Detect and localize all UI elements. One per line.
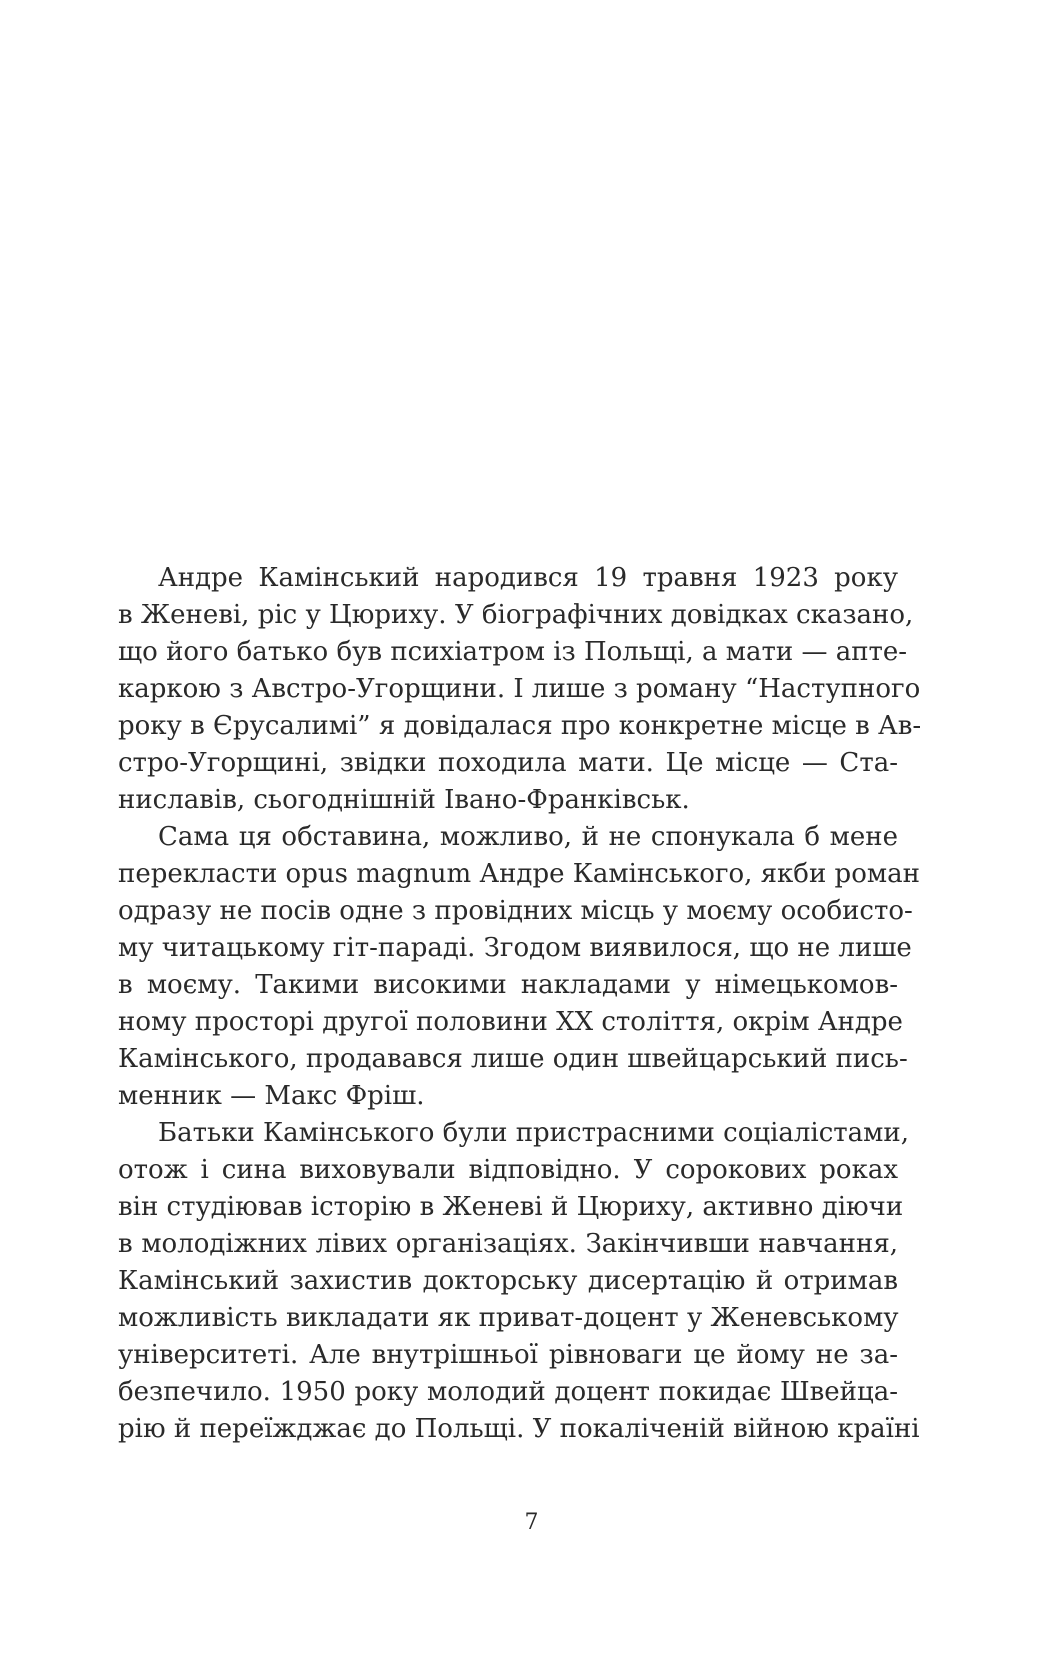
text-line: можливість викладати як приват-доцент у Женевському bbox=[118, 1303, 899, 1333]
page-number: 7 bbox=[524, 1510, 539, 1535]
text-line: що його батько був психіатром із Польщі, а мати — апте- bbox=[118, 637, 908, 667]
text-line: ному просторі другої половини XX століття, окрім Андре bbox=[118, 1007, 903, 1037]
text-line: стро-Угорщині, звідки походила мати. Це місце — Ста- bbox=[118, 748, 898, 778]
text-line: в молодіжних лівих організаціях. Закінчивши навчання, bbox=[118, 1229, 898, 1259]
text-line: в моєму. Такими високими накладами у німецькомов- bbox=[118, 970, 898, 1000]
text-line: університеті. Але внутрішньої рівноваги це йому не за- bbox=[118, 1340, 898, 1370]
text-line: Камінського, продавався лише один швейцарський пись- bbox=[118, 1044, 908, 1074]
text-line: Батьки Камінського були пристрасними соціалістами, bbox=[158, 1118, 909, 1148]
text-line: безпечило. 1950 року молодий доцент покидає Швейца- bbox=[118, 1377, 898, 1407]
text-line: рію й переїжджає до Польщі. У покаліченій війною країні bbox=[118, 1414, 920, 1444]
text-line: менник — Макс Фріш. bbox=[118, 1081, 425, 1111]
text-line: му читацькому гіт-параді. Згодом виявилося, що не лише bbox=[118, 933, 912, 963]
text-line: в Женеві, ріс у Цюриху. У біографічних довідках сказано, bbox=[118, 600, 914, 630]
text-line: року в Єрусалимі” я довідалася про конкретне місце в Ав- bbox=[118, 711, 922, 741]
text-line: ниславів, сьогоднішній Івано-Франківськ. bbox=[118, 785, 690, 815]
text-line: Андре Камінський народився 19 травня 1923 року bbox=[158, 563, 898, 593]
text-line: отож і сина виховували відповідно. У сорокових роках bbox=[118, 1155, 898, 1185]
text-line: він студіював історію в Женеві й Цюриху, активно діючи bbox=[118, 1192, 904, 1222]
text-line: каркою з Австро-Угорщини. І лише з роману “Наступного bbox=[118, 674, 921, 704]
text-line: одразу не посів одне з провідних місць у моєму особисто- bbox=[118, 896, 913, 926]
body-text bbox=[118, 560, 922, 1448]
text-line: Камінський захистив докторську дисертацію й отримав bbox=[118, 1266, 898, 1296]
text-line: перекласти opus magnum Андре Камінського, якби роман bbox=[118, 859, 920, 889]
text-line: Сама ця обставина, можливо, й не спонукала б мене bbox=[158, 822, 898, 852]
